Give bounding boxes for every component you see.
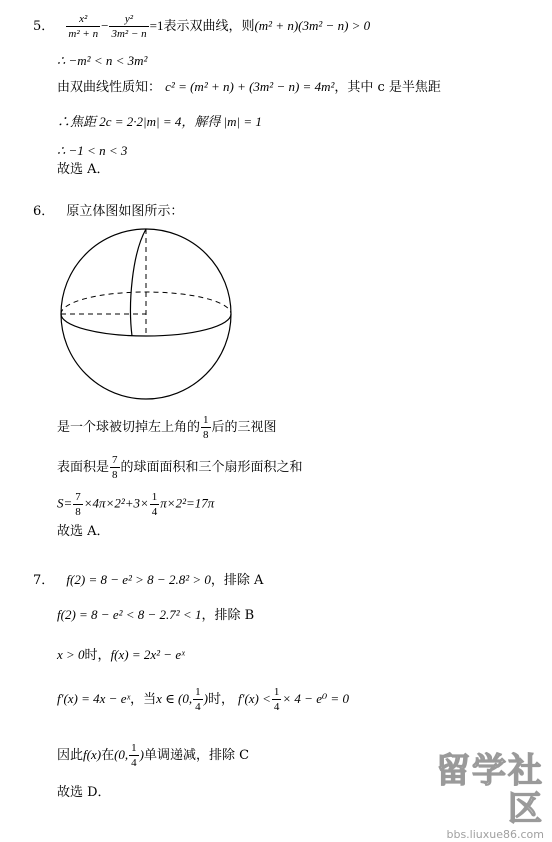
q5-frac-y: $\frac{\text{y²}}{\text{3m² − n}}$ xyxy=(111,13,147,40)
q5-line5: ∴ −1 < n < 3 xyxy=(57,143,128,158)
q6-frac-s1: $\frac{7}{8}$ xyxy=(75,491,81,518)
cut-arc-front xyxy=(131,229,146,336)
q7-line4: f′(x) = 4x − eˣ，当x ∈ (0, $\frac{1}{4}$ )时， f′(x) < $\frac{1}{4}$ × 4 − e⁰ = 0 xyxy=(57,686,349,713)
q7-frac-interval: $\frac{1}{4}$ xyxy=(195,686,201,713)
q5-condition: (m² + n)(3m² − n) > 0 xyxy=(254,18,371,33)
watermark-logo: 留学社区 xyxy=(436,751,544,829)
q5-line4: ∴焦距 2c = 2·2|m| = 4，解得 |m| = 1 xyxy=(57,114,262,129)
q7-line5: 因此f(x)在(0, $\frac{1}{4}$ )单调递减，排除 C xyxy=(57,742,250,769)
q6-frac-s2: $\frac{1}{4}$ xyxy=(151,491,158,518)
watermark xyxy=(404,751,544,841)
q7-frac-quarter: $\frac{1}{4}$ xyxy=(273,686,280,713)
q6-frac-seven-eighths: $\frac{7}{8}$ xyxy=(112,454,118,481)
q7-number: 7． xyxy=(33,573,55,588)
watermark-url: bbs.liuxue86.com xyxy=(446,828,544,841)
sphere-figure xyxy=(56,224,236,404)
q5-frac-x: $\frac{\text{x²}}{\text{m² + n}}$ xyxy=(68,13,99,40)
q6-intro: 6． 原立体图如图所示： xyxy=(33,204,184,219)
q5-number: 5． xyxy=(33,19,55,34)
q5-answer: 故选 A． xyxy=(57,162,110,177)
q5-line2: ∴ −m² < n < 3m² xyxy=(57,53,148,68)
q7-answer: 故选 D． xyxy=(57,785,111,800)
q5-line3: 由双曲线性质知： c² = (m² + n) + (3m² − n) = 4m²，其中 c 是半焦距 xyxy=(57,79,441,95)
q6-number: 6． xyxy=(33,204,55,219)
q7-line1: 7． f(2) = 8 − e² > 8 − 2.8² > 0，排除 A xyxy=(33,572,264,588)
q6-line1: 是一个球被切掉左上角的 $\frac{1}{8}$ 后的三视图 xyxy=(57,414,277,441)
q7-line3: x > 0时，f(x) = 2x² − eˣ xyxy=(57,647,185,663)
q7-frac-interval-2: $\frac{1}{4}$ xyxy=(131,742,137,769)
q6-answer: 故选 A． xyxy=(57,524,110,539)
q7-line2: f(2) = 8 − e² < 8 − 2.7² < 1，排除 B xyxy=(57,607,255,623)
q6-line2: 表面积是 $\frac{7}{8}$ 的球面面积和三个扇形面积之和 xyxy=(57,454,303,481)
q6-surface-formula: S= $\frac{7}{8}$ ×4π×2²+3× $\frac{1}{4}$ π×2²=17π xyxy=(57,491,215,518)
q5-line1: 5． $\frac{\text{x²}}{\text{m² + n}}$ − $\frac{\text{y²}}{\text{3m² − n}}$ =1表示双曲线，则(m² + n)(3m² − n) > 0 xyxy=(33,13,371,40)
q6-frac-eighth: $\frac{1}{8}$ xyxy=(203,414,209,441)
